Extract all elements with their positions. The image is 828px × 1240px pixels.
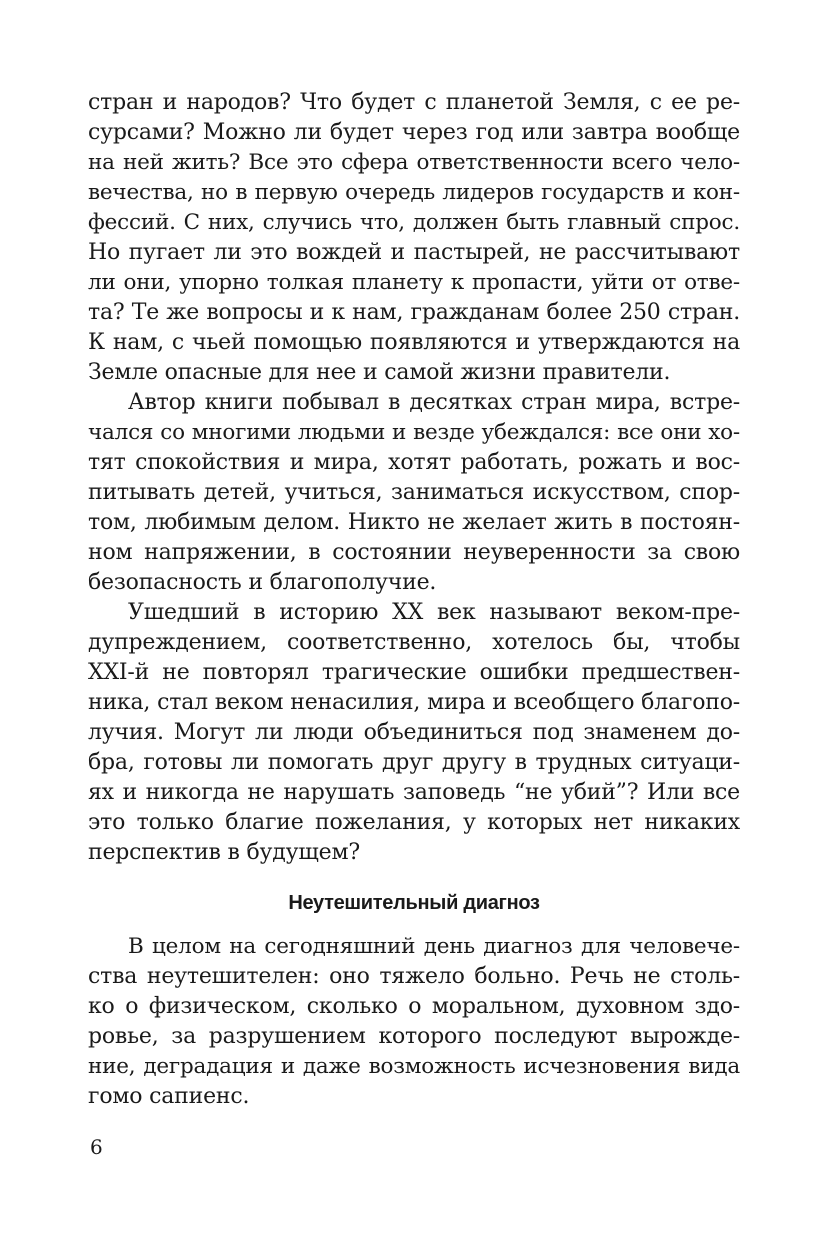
text-line: ровье, за разрушением которого последуют вырожде- xyxy=(88,1024,740,1049)
text-line: фессий. С них, случись что, должен быть главный спрос. xyxy=(88,210,740,235)
text-line: ко о физическом, сколько о моральном, духовном здо- xyxy=(88,994,740,1019)
paragraph-1 xyxy=(88,88,740,388)
text-line: ли они, упорно толкая планету к пропасти, уйти от отве- xyxy=(88,270,740,295)
text-line: питывать детей, учиться, заниматься искусством, спор- xyxy=(88,480,740,505)
text-line: сурсами? Можно ли будет через год или завтра вообще xyxy=(88,120,740,145)
text-line: Земле опасные для нее и самой жизни правители. xyxy=(88,360,671,385)
text-line: тят спокойствия и мира, хотят работать, рожать и вос- xyxy=(88,450,740,475)
text-line: гомо сапиенс. xyxy=(88,1084,250,1109)
text-line: К нам, с чьей помощью появляются и утверждаются на xyxy=(88,330,740,355)
text-line: Автор книги побывал в десятках стран мира, встре- xyxy=(128,390,740,415)
page-number: 6 xyxy=(90,1135,103,1159)
text-line: на ней жить? Все это сфера ответственности всего чело- xyxy=(88,150,740,175)
text-line: Но пугает ли это вождей и пастырей, не рассчитывают xyxy=(88,240,740,265)
text-line: чался со многими людьми и везде убеждался: все они хо- xyxy=(88,420,740,445)
text-line: дупреждением, соответственно, хотелось бы, чтобы xyxy=(88,630,740,655)
paragraph-3 xyxy=(88,598,740,868)
section-heading: Неутешительный диагноз xyxy=(288,892,540,914)
text-line: ном напряжении, в состоянии неуверенности за свою xyxy=(88,540,740,565)
text-line: XXI-й не повторял трагические ошибки предшествен- xyxy=(88,660,740,685)
text-line: перспектив в будущем? xyxy=(88,840,360,865)
text-line: ника, стал веком ненасилия, мира и всеобщего благопо- xyxy=(88,690,740,715)
text-line: том, любимым делом. Никто не желает жить в постоян- xyxy=(88,510,740,535)
text-line: та? Те же вопросы и к нам, гражданам более 250 стран. xyxy=(88,300,740,325)
text-line: это только благие пожелания, у которых нет никаких xyxy=(88,810,740,835)
text-line: лучия. Могут ли люди объединиться под знаменем до- xyxy=(88,720,740,745)
text-line: безопасность и благополучие. xyxy=(88,570,437,595)
text-line: В целом на сегодняшний день диагноз для человече- xyxy=(128,934,740,959)
paragraph-4 xyxy=(88,932,740,1112)
text-line: вечества, но в первую очередь лидеров государств и кон- xyxy=(88,180,740,205)
text-line: ях и никогда не нарушать заповедь “не убий”? Или все xyxy=(88,780,740,805)
text-line: ства неутешителен: оно тяжело больно. Речь не столь- xyxy=(88,964,740,989)
text-line: ние, деградация и даже возможность исчезновения вида xyxy=(88,1054,740,1079)
text-line: стран и народов? Что будет с планетой Земля, с ее ре- xyxy=(88,90,740,115)
paragraph-2 xyxy=(88,388,740,598)
text-line: бра, готовы ли помогать друг другу в трудных ситуаци- xyxy=(88,750,740,775)
text-line: Ушедший в историю XX век называют веком-пре- xyxy=(128,600,740,625)
